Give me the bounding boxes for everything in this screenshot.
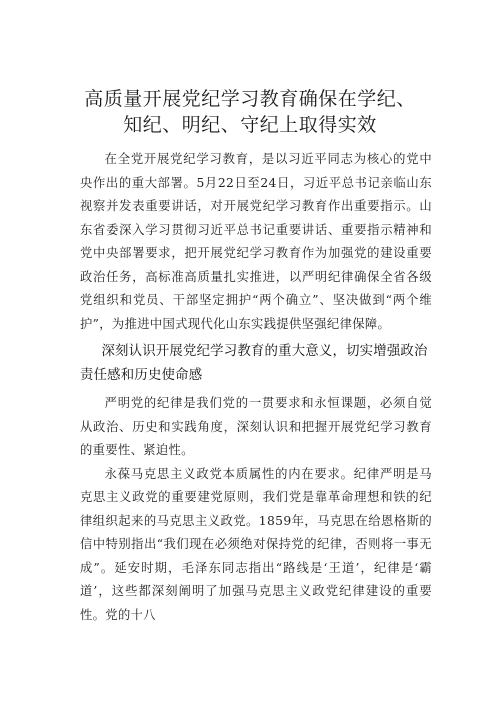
document-body [80, 148, 432, 627]
title-line-2: 知纪、明纪、守纪上取得实效 [123, 114, 377, 136]
document-title [60, 86, 440, 138]
title-line-1: 高质量开展党纪学习教育确保在学纪、 [84, 88, 416, 110]
body-paragraph-2: 严明党的纪律是我们党的一贯要求和永恒课题，必须自觉从政治、历史和实践角度，深刻认识和把握开展党纪学习教育的重要性、紧迫性。 [80, 396, 432, 457]
intro-paragraph: 在全党开展党纪学习教育，是以习近平同志为核心的党中央作出的重大部署。5月22日至24日，习近平总书记亲临山东视察并发表重要讲话，对开展党纪学习教育作出重要指示。山东省委深入学习贯彻习近平总书记重要讲话、重要指示精神和党中央部署要求，把开展党纪学习教育作为加强党的建设重要政治任务，高标准高质量扎实推进，以严明纪律确保全省各级党组织和党员、干部坚定拥护“两个确立”、坚决做到“两个维护”，为推进中国式现代化山东实践提供坚强纪律保障。 [80, 152, 432, 331]
section-heading: 深刻认识开展党纪学习教育的重大意义，切实增强政治责任感和历史使命感 [80, 344, 428, 383]
body-paragraph-3: 永葆马克思主义政党本质属性的内在要求。纪律严明是马克思主义政党的重要建党原则，我们党是靠革命理想和铁的纪律组织起来的马克思主义政党。1859年，马克思在给恩格斯的信中特别指出“我们现在必须绝对保持党的纪律，否则将一事无成”。延安时期，毛泽东同志指出“路线是‘王道’，纪律是‘霸道’，这些都深刻阐明了加强马克思主义政党纪律建设的重要性。党的十八 [80, 466, 432, 622]
